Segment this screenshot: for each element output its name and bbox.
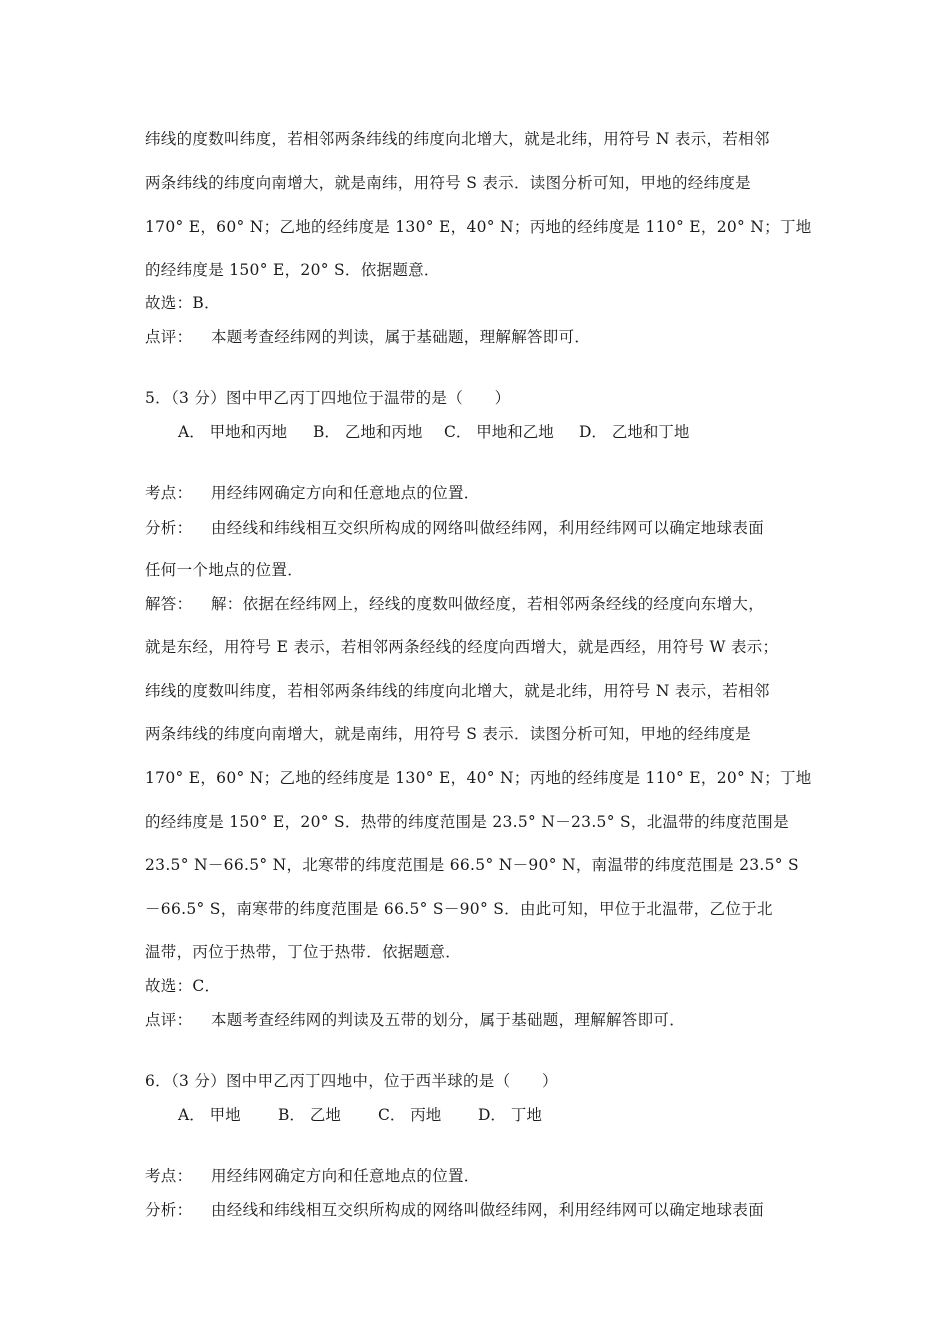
option-d: D． 丁地: [478, 1106, 542, 1124]
fenxi-text: 由经线和纬线相互交织所构成的网络叫做经纬网，利用经纬网可以确定地球表面: [211, 519, 765, 537]
kaodian-label: 考点：: [145, 1167, 193, 1185]
jieda-text: 解：依据在经纬网上，经线的度数叫做经度，若相邻两条经线的经度向东增大，: [211, 595, 765, 613]
fenxi-label: 分析：: [145, 1201, 193, 1219]
text-line: 纬线的度数叫纬度，若相邻两条纬线的纬度向北增大，就是北纬，用符号 N 表示，若相邻: [145, 682, 770, 700]
kaodian-label: 考点：: [145, 484, 193, 502]
fenxi-line: [145, 1198, 764, 1220]
text-line: 的经纬度是 150° E，20° S．依据题意．: [145, 261, 440, 279]
question-6-options: [178, 1103, 542, 1125]
kaodian-text: 用经纬网确定方向和任意地点的位置．: [211, 1167, 480, 1185]
fenxi-text: 由经线和纬线相互交织所构成的网络叫做经纬网，利用经纬网可以确定地球表面: [211, 1201, 765, 1219]
option-a: A． 甲地: [178, 1106, 241, 1124]
text-line: 就是东经，用符号 E 表示，若相邻两条经线的经度向西增大，就是西经，用符号 W 表示；: [145, 638, 779, 656]
text-line: 纬线的度数叫纬度，若相邻两条纬线的纬度向北增大，就是北纬，用符号 N 表示，若相邻: [145, 130, 770, 148]
option-a: A． 甲地和丙地: [178, 423, 288, 441]
text-line: 任何一个地点的位置．: [145, 561, 304, 579]
answer-line: 故选：B．: [145, 294, 220, 312]
comment-line: [145, 325, 590, 347]
question-5: 5．（3 分）图中甲乙丙丁四地位于温带的是（ ）: [145, 389, 511, 407]
comment-label: 点评：: [145, 328, 193, 346]
option-b: B． 乙地: [278, 1106, 341, 1124]
option-b: B． 乙地和丙地: [313, 423, 423, 441]
question-5-options: [178, 420, 689, 442]
jieda-label: 解答：: [145, 595, 193, 613]
kaodian-line: [145, 481, 480, 503]
comment-text: 本题考查经纬网的判读及五带的划分，属于基础题，理解解答即可．: [211, 1011, 686, 1029]
text-line: 两条纬线的纬度向南增大，就是南纬，用符号 S 表示．读图分析可知，甲地的经纬度是: [145, 174, 751, 192]
kaodian-line: [145, 1164, 480, 1186]
option-d: D． 乙地和丁地: [579, 423, 690, 441]
option-c: C． 甲地和乙地: [444, 423, 554, 441]
fenxi-label: 分析：: [145, 519, 193, 537]
text-line: 的经纬度是 150° E，20° S．热带的纬度范围是 23.5° N－23.5° S，北温带的纬度范围是: [145, 813, 789, 831]
fenxi-line: [145, 516, 764, 538]
comment-text: 本题考查经纬网的判读，属于基础题，理解解答即可．: [211, 328, 591, 346]
comment-line: [145, 1008, 685, 1030]
jieda-line: [145, 592, 764, 614]
text-line: －66.5° S，南寒带的纬度范围是 66.5° S－90° S．由此可知，甲位于北温带，乙位于北: [145, 900, 773, 918]
text-line: 170° E，60° N；乙地的经纬度是 130° E，40° N；丙地的经纬度是 110° E，20° N；丁地: [145, 769, 812, 787]
text-line: 170° E，60° N；乙地的经纬度是 130° E，40° N；丙地的经纬度是 110° E，20° N；丁地: [145, 218, 812, 236]
option-c: C． 丙地: [378, 1106, 442, 1124]
kaodian-text: 用经纬网确定方向和任意地点的位置．: [211, 484, 480, 502]
text-line: 23.5° N－66.5° N，北寒带的纬度范围是 66.5° N－90° N，南温带的纬度范围是 23.5° S: [145, 856, 799, 874]
question-6: 6．（3 分）图中甲乙丙丁四地中，位于西半球的是（ ）: [145, 1072, 558, 1090]
answer-line: 故选：C．: [145, 977, 221, 995]
comment-label: 点评：: [145, 1011, 193, 1029]
text-line: 两条纬线的纬度向南增大，就是南纬，用符号 S 表示．读图分析可知，甲地的经纬度是: [145, 725, 751, 743]
text-line: 温带，丙位于热带，丁位于热带．依据题意．: [145, 943, 462, 961]
